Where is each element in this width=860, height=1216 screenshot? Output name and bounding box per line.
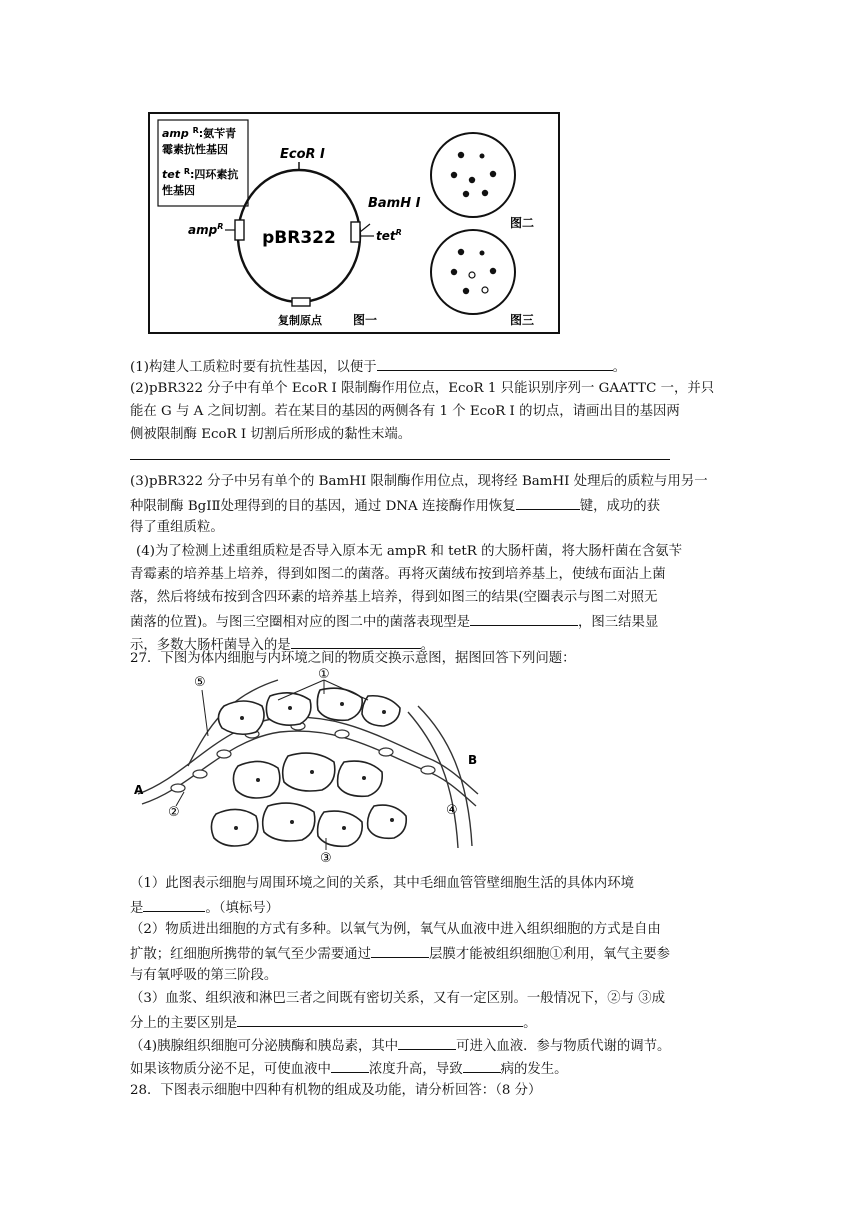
leader-2 — [176, 792, 184, 806]
red-blood-cell — [193, 770, 207, 778]
q26-3-line2: 种限制酶 BgIⅡ处理得到的目的基因，通过 DNA 连接酶作用恢复 键，成功的获 — [130, 494, 750, 518]
q27-3-line1: （3）血浆、组织液和淋巴三者之间既有密切关系，又有一定区别。一般情况下，②与 ③成 — [130, 991, 666, 1006]
label-5: ⑤ — [194, 675, 206, 690]
tet-label: tet$^R$ — [376, 228, 402, 243]
answer-blank[interactable] — [237, 1011, 523, 1027]
lymph-vessel-inner — [408, 712, 458, 848]
nucleus — [390, 818, 394, 822]
nucleus — [340, 702, 344, 706]
label-4: ④ — [446, 803, 458, 818]
answer-blank[interactable] — [371, 942, 429, 958]
q26-3-line1: (3)pBR322 分子中另有单个的 BamHI 限制酶作用位点，现将经 BamHI 处理后的质粒与用另一 — [130, 474, 708, 489]
q26-4-line1: (4)为了检测上述重组质粒是否导入原本无 ampR 和 tetR 的大肠杆菌，将大肠杆菌在含氨苄 — [136, 544, 682, 559]
nucleus — [240, 716, 244, 720]
q26-4-line2: 青霉素的培养基上培养，得到如图二的菌落。再将灭菌绒布按到培养基上，使绒布面沾上菌 — [130, 567, 666, 582]
tissue-exchange-figure — [128, 666, 490, 866]
colony — [458, 249, 464, 255]
legend-tet-line2: 性基因 — [162, 184, 195, 197]
legend-amp-line2: 霉素抗性基因 — [162, 143, 228, 156]
legend-tet-line1: tet $^R$:四环素抗 — [162, 167, 239, 181]
leader-5 — [202, 690, 208, 736]
red-blood-cell — [335, 730, 349, 738]
figure1-caption: 图一 — [353, 313, 378, 327]
amp-gene-box — [235, 220, 244, 240]
colony — [490, 268, 496, 274]
colony — [480, 251, 485, 256]
figure2-caption: 图二 — [510, 216, 535, 230]
empty-colony-site — [469, 272, 475, 278]
q27-title: 27．下图为体内细胞与内环境之间的物质交换示意图，据图回答下列问题： — [130, 651, 576, 666]
figure3-caption: 图三 — [510, 313, 535, 327]
q28-title: 28．下图表示细胞中四种有机物的组成及功能，请分析回答：（8 分） — [130, 1083, 542, 1098]
tissue-cell — [283, 753, 335, 791]
q26-2-line2: 能在 G 与 A 之间切割。若在某目的基因的两侧各有 1 个 EcoR I 的切点，请画出目的基因两 — [130, 404, 680, 419]
answer-blank[interactable] — [143, 896, 205, 912]
colony — [451, 269, 457, 275]
answer-blank[interactable] — [398, 1034, 456, 1050]
q27-4-line2: 如果该物质分泌不足，可使血液中 浓度升高，导致 病的发生。 — [130, 1057, 750, 1081]
label-1: ① — [318, 667, 330, 682]
red-blood-cell — [217, 750, 231, 758]
colony — [469, 177, 475, 183]
plasmid-name: pBR322 — [262, 228, 336, 248]
q26-3-line3: 得了重组质粒。 — [130, 520, 224, 535]
ecori-label: EcoR Ⅰ — [280, 147, 325, 162]
tissue-cell — [338, 761, 383, 796]
tissue-cell — [263, 803, 315, 841]
q26-2-line1: (2)pBR322 分子中有单个 EcoR I 限制酶作用位点，EcoR 1 只能识别序列一 GAATTC 一，并只 — [130, 381, 715, 396]
label-2: ② — [168, 805, 180, 820]
nucleus — [290, 820, 294, 824]
label-A: A — [134, 783, 144, 797]
colony — [480, 154, 485, 159]
answer-blank[interactable] — [463, 1057, 501, 1073]
nucleus — [310, 770, 314, 774]
q27-1-line2: 是 。（填标号） — [130, 896, 750, 920]
legend-amp-line1: amp $^R$:氨苄青 — [162, 126, 237, 140]
answer-blank[interactable] — [516, 494, 580, 510]
red-blood-cell — [171, 784, 185, 792]
answer-rule-sticky-ends[interactable] — [130, 459, 670, 460]
colony — [482, 190, 488, 196]
origin-label: 复制原点 — [278, 314, 322, 327]
tet-gene-box — [351, 222, 360, 242]
label-3: ③ — [320, 851, 332, 866]
nucleus — [362, 776, 366, 780]
bamhi-label: BamH Ⅰ — [368, 196, 421, 211]
amp-label: amp$^R$ — [188, 222, 224, 237]
colony — [463, 288, 469, 294]
q27-2-line3: 与有氧呼吸的第三阶段。 — [130, 968, 278, 983]
q26-1: (1)构建人工质粒时要有抗性基因，以便于 。 — [130, 355, 750, 379]
tissue-cells — [211, 688, 406, 846]
origin-box — [292, 298, 310, 306]
q26-4-line3: 落，然后将绒布按到含四环素的培养基上培养，得到如图三的结果(空圈表示与图二对照无 — [130, 590, 658, 605]
q26-4-line4: 菌落的位置)。与图三空圈相对应的图二中的菌落表现型是 ，图三结果显 — [130, 610, 750, 634]
q27-4-line1: （4)胰腺组织细胞可分泌胰酶和胰岛素，其中 可进入血液．参与物质代谢的调节。 — [130, 1034, 750, 1058]
q27-3-line2: 分上的主要区别是 。 — [130, 1011, 750, 1035]
nucleus — [256, 778, 260, 782]
nucleus — [342, 826, 346, 830]
answer-blank[interactable] — [470, 610, 578, 626]
empty-colony-site — [482, 287, 488, 293]
red-blood-cell — [379, 748, 393, 756]
q26-4-line5: 示，多数大肠杆菌导入的是 。 — [130, 633, 750, 657]
q27-2-line1: （2）物质进出细胞的方式有多种。以氧气为例，氧气从血液中进入组织细胞的方式是自由 — [130, 922, 661, 937]
nucleus — [288, 706, 292, 710]
colony — [463, 191, 469, 197]
nucleus — [234, 826, 238, 830]
colony — [490, 171, 496, 177]
answer-blank[interactable] — [331, 1057, 369, 1073]
tissue-cell — [318, 811, 363, 846]
q26-2-line3: 侧被限制酶 EcoR I 切割后所形成的黏性末端。 — [130, 427, 412, 442]
tissue-cell — [368, 805, 407, 838]
q27-1-line1: （1）此图表示细胞与周围环境之间的关系，其中毛细血管管壁细胞生活的具体内环境 — [130, 876, 634, 891]
answer-blank[interactable] — [377, 355, 613, 371]
colony — [458, 152, 464, 158]
q27-2-line2: 扩散；红细胞所携带的氧气至少需要通过 层膜才能被组织细胞①利用，氧气主要参 — [130, 942, 750, 966]
answer-blank[interactable] — [291, 633, 421, 649]
label-B: B — [468, 753, 478, 767]
colony — [451, 172, 457, 178]
plasmid-figure — [148, 112, 560, 334]
nucleus — [382, 710, 386, 714]
red-blood-cell — [421, 766, 435, 774]
